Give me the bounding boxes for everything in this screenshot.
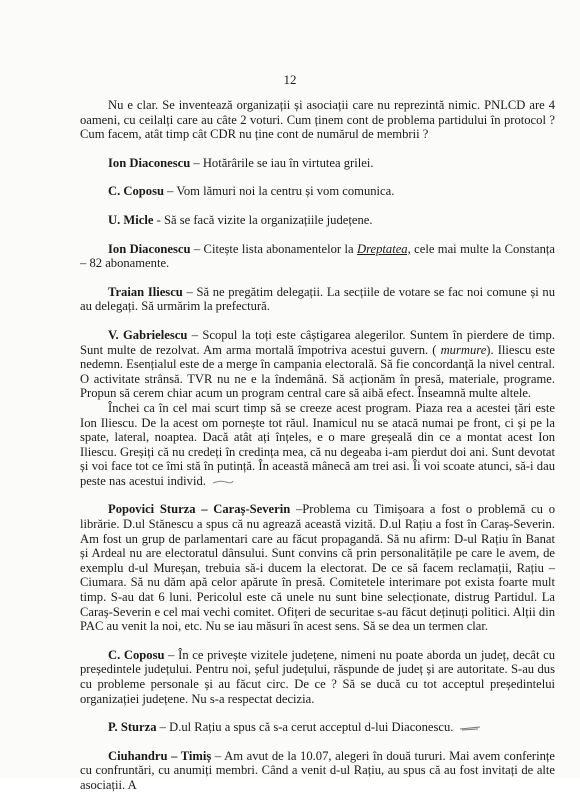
speaker-name: C. Coposu bbox=[108, 184, 164, 199]
newspaper-title: Dreptatea, bbox=[357, 241, 411, 256]
paragraph-text: - Să se facă vizite la organizațiile județene. bbox=[153, 212, 373, 227]
handwritten-mark-icon bbox=[212, 479, 234, 485]
paragraph-text: – Hotărârile se iau în virtutea grilei. bbox=[190, 155, 374, 170]
paragraph-text: – În ce privește vizitele județene, nimeni nu poate aborda un județ, decât cu președintele județului. Pentru noi, șeful județului, răspunde de județ și are autoritate. S-au dus cu probleme personale și au făcut circ. De ce ? Să se ducă cu tot acceptul președintelui organizației județene. Nu s-a respectat decizia. bbox=[80, 647, 555, 706]
speaker-name: P. Sturza bbox=[108, 720, 157, 735]
speaker-name: U. Micle bbox=[108, 212, 154, 227]
paragraph-text: – Să ne pregătim delegații. La secțiile de votare se fac noi comune și nu au delegați. Să urmărim la prefectură. bbox=[80, 284, 555, 314]
paragraph-8 bbox=[80, 401, 555, 489]
document-body bbox=[80, 98, 555, 807]
speaker-name: Popovici Sturza – Caraș-Severin bbox=[108, 502, 291, 517]
paragraph-6 bbox=[80, 285, 555, 314]
paragraph-3 bbox=[80, 184, 555, 199]
paragraph-text: Închei ca în cel mai scurt timp să se creeze acest program. Piaza rea a acestei țări este Ion Iliescu. De la acest om pornește tot răul. Inamicul nu se atacă numai pe front, ci și pe la spate, lateral, noaptea. Dacă atât ați înțeles, e o mare greșeală din ce a montat acest Ion Iliescu. Greșiți că nu credeți în credința mea, că nu degeaba i-am pierdut doi ani. Sunt devotat și voi face tot ce îmi stă în putință. În această mânecă am trei asi. Îi voi scoate atunci, să-i dau peste nas acestui individ. bbox=[80, 400, 555, 488]
page-number: 12 bbox=[283, 72, 297, 87]
paragraph-text: – D.ul Rațiu a spus că s-a cerut acceptul d-lui Diaconescu. bbox=[156, 720, 454, 735]
paragraph-7 bbox=[80, 328, 555, 401]
paragraph-4 bbox=[80, 213, 555, 228]
paragraph-5 bbox=[80, 242, 555, 271]
paragraph-1 bbox=[80, 98, 555, 142]
speaker-name: C. Coposu bbox=[108, 647, 165, 662]
paragraph-text: – Vom lămuri noi la centru și vom comunica. bbox=[164, 184, 395, 199]
stage-note: murmure bbox=[440, 342, 487, 357]
paragraph-11 bbox=[80, 720, 555, 735]
paragraph-text-before: – Citește lista abonamentelor la bbox=[190, 241, 357, 256]
paragraph-text: – Am avut de la 10.07, alegeri în două tururi. Mai avem conferințe cu confruntări, cu anumiți membri. Când a venit d-ul Rațiu, au spus că au fost invitați de alte asociații. A bbox=[80, 748, 555, 792]
paragraph-text: cele mai multe la Constanța – 82 abonamente. bbox=[80, 241, 555, 271]
speaker-name: V. Gabrielescu bbox=[108, 327, 188, 342]
speaker-name: Ciuhandru – Timiș bbox=[108, 748, 212, 763]
paragraph-text: ). Iliescu este nedemn. Esențialul este de a merge în campania electorală. Să fie concordanță la nivel central. O activitate strânsă. TVR nu ne e la îndemână. Să acționăm în presă, materiale, programe. Propun să cerem chiar acum un program central care să aibă efect. Înseamnă multe altele. bbox=[80, 342, 555, 401]
handwritten-mark-icon bbox=[459, 725, 481, 731]
paragraph-9 bbox=[80, 502, 555, 633]
speaker-name: Ion Diaconescu bbox=[108, 155, 191, 170]
paragraph-12 bbox=[80, 749, 555, 793]
paragraph-text-before: – Scopul la toți este câștigarea alegerilor. Suntem în pierdere de timp. Sunt multe de rezolvat. Am arma mortală împotriva acestui guvern. ( bbox=[80, 327, 555, 357]
speaker-name: Ion Diaconescu bbox=[108, 241, 191, 256]
paragraph-10 bbox=[80, 648, 555, 706]
paragraph-text: –Problema cu Timișoara a fost o problemă cu o librărie. D.ul Stănescu a spus că nu agrează această vizită. D.ul Rațiu a fost în Caraș-Severin. Am fost un grup de parlamentari care au făcut propagandă. Să nu afirm: D-ul Rațiu în Banat și Ardeal nu are electoratul dânsului. Sunt convins că prin personalitățile pe care le avem, de exemplu d-ul Mureșan, trebuia să-i ducem la electorat. De ce să facem reclamații, Rațiu – Ciumara. Să nu dăm apă celor apărute în presă. Comitetele interimare pot exista foarte mult timp. S-au dat 6 luni. Pericolul este că unele nu sunt bine selecționate, distrug Partidul. La Caraș-Severin e cel mai vechi comitet. Ofițeri de securitae s-au făcut deținuți politici. Alții din PAC au venit la noi, etc. Nu se iau măsuri în acest sens. Să se dea un termen clar. bbox=[80, 502, 555, 634]
paragraph-text: Nu e clar. Se inventează organizații și asociații care nu reprezintă nimic. PNLCD are 4 oameni, cu ceilalți care au câte 2 voturi. Cum ținem cont de problema partidului în protocol ? Cum facem, atât timp cât CDR nu ține cont de numărul de membrii ? bbox=[80, 98, 555, 142]
speaker-name: Traian Iliescu bbox=[108, 284, 183, 299]
paragraph-2 bbox=[80, 156, 555, 171]
